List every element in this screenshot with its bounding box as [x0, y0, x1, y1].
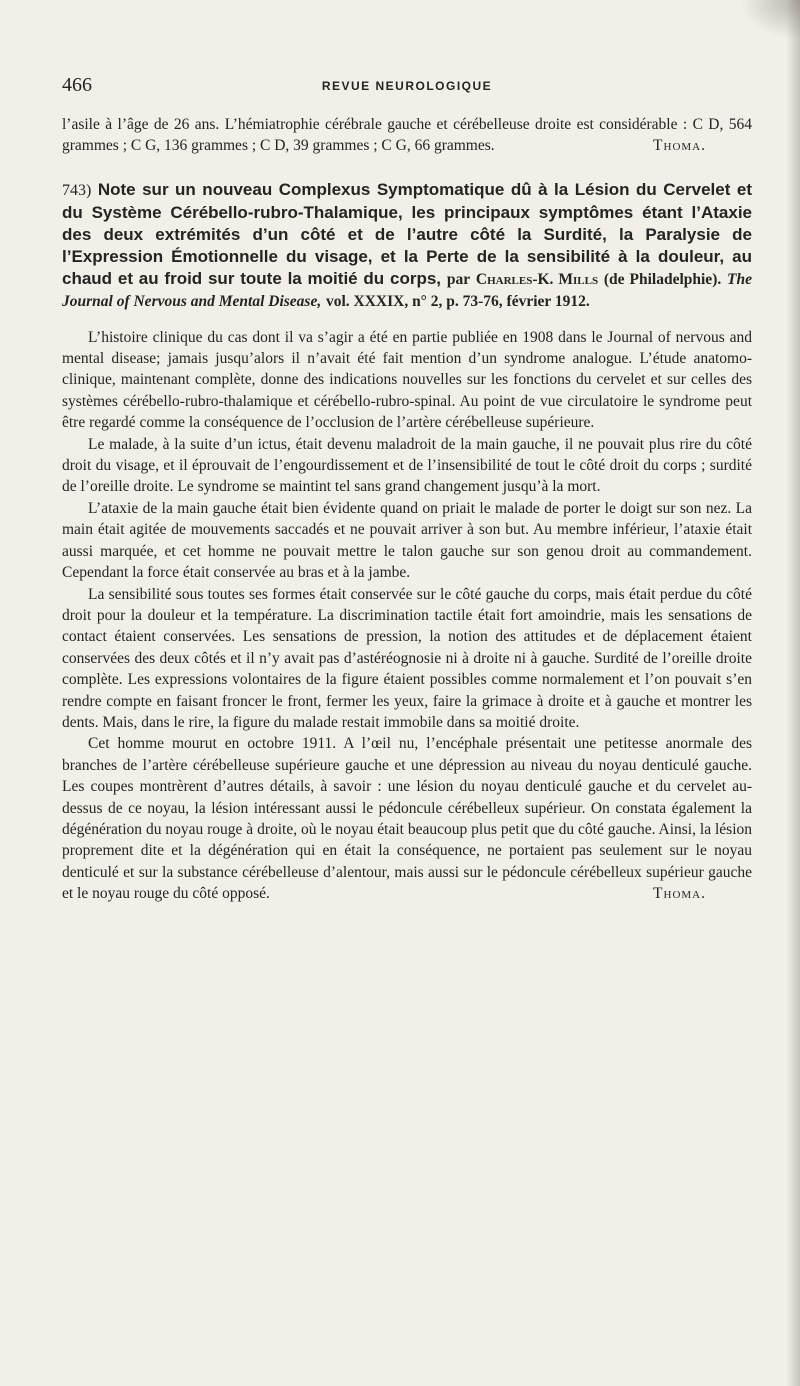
scan-shadow-edge	[786, 0, 800, 1386]
previous-entry-text: l’asile à l’âge de 26 ans. L’hémiatrophie cérébrale gauche et cérébelleuse droite est considérable : C D, 564 grammes ; C G, 136 grammes ; C D, 39 grammes ; C G, 66 grammes.	[62, 116, 752, 155]
page-header	[62, 74, 752, 98]
paragraph-autopsy	[62, 733, 752, 904]
paragraph-history: L’histoire clinique du cas dont il va s’agir a été en partie publiée en 1908 dans le Journal of nervous and mental disease; jamais jusqu’alors il n’avait été fait mention d’un syndrome analogue. L’étude anatomo-clinique, maintenant complète, donne des indications nouvelles sur les fonctions du cervelet et sur celles des systèmes cérébello-rubro-thalamique et cérébello-rubro-spinal. Au point de vue circulatoire le syndrome peut être regardé comme la conséquence de l’occlusion de l’artère cérébelleuse supérieure.	[62, 328, 752, 432]
previous-entry-end	[62, 114, 752, 157]
page-number: 466	[62, 74, 92, 96]
entry-author: Charles-K. Mills	[475, 270, 599, 288]
entry-number: 743)	[62, 181, 92, 199]
entry-title: Note sur un nouveau Complexus Symptomatique dû à la Lésion du Cervelet et du Système Cérébello-rubro-Thalamique, les principaux symptômes étant l’Ataxie des deux extrémités d’un côté et de l’autre côté la Surdité, la Paralysie de l’Expression Émotionnelle du visage, et la Perte de la sensibilité à la douleur, au chaud et au froid sur toute la moitié du corps,	[62, 179, 752, 288]
previous-entry-signature: Thoma.	[653, 137, 706, 155]
paragraph-patient: Le malade, à la suite d’un ictus, était devenu maladroit de la main gauche, il ne pouvait plus rire du côté droit du visage, et il éprouvait de l’engourdissement et de l’insensibilité de tout le côté droit du corps ; surdité de l’oreille droite. Le syndrome se maintint tel sans grand changement jusqu’à la mort.	[62, 435, 752, 496]
final-signature: Thoma.	[653, 885, 706, 903]
entry-heading	[62, 179, 752, 313]
text-column	[62, 114, 752, 905]
scan-shadow-corner	[740, 0, 800, 40]
entry-ref-prefix: par	[446, 270, 471, 288]
entry-author-place: (de Philadelphie).	[603, 270, 722, 288]
running-title: REVUE NEUROLOGIQUE	[321, 79, 493, 93]
entry-journal: The Journal of Nervous and Mental Disease,	[62, 270, 753, 311]
abstract-entry	[62, 179, 752, 905]
paragraph-autopsy-text: Cet homme mourut en octobre 1911. A l’œil nu, l’encéphale présentait une petitesse anormale des branches de l’artère cérébelleuse supérieure gauche et une dépression au niveau du noyau denticulé gauche. Les coupes montrèrent d’autres détails, à savoir : une lésion du noyau denticulé gauche et du cervelet au-dessus de ce noyau, la lésion intéressant aussi le pédoncule cérébelleux supérieur. On constata également la dégénération du noyau rouge à droite, où le noyau était beaucoup plus petit que du côté gauche. Ainsi, la lésion proprement dite et la dégénération qui en était la conséquence, ne portaient pas seulement sur le noyau denticulé et sur la substance cérébelleuse d’alentour, mais aussi sur le pédoncule cérébelleux supérieur gauche et le noyau rouge du côté opposé.	[62, 735, 752, 903]
entry-citation: vol. XXXIX, n° 2, p. 73-76, février 1912.	[325, 293, 590, 311]
paragraph-ataxia: L’ataxie de la main gauche était bien évidente quand on priait le malade de porter le doigt sur son nez. La main était agitée de mouvements saccadés et ne pouvait arriver à son but. Au membre inférieur, l’ataxie était aussi marquée, et cet homme ne pouvait mettre le talon gauche sur son genou droit au commandement. Cependant la force était conservée au bras et à la jambe.	[62, 499, 752, 582]
paragraph-sensibility: La sensibilité sous toutes ses formes était conservée sur le côté gauche du corps, mais était perdue du côté droit pour la douleur et la température. La discrimination tactile était fort amoindrie, mais les sensations de contact étaient conservées. Les sensations de pression, la notion des attitudes et de déplacement étaient conservées des deux côtés et il n’y avait pas d’astéréognosie ni à droite ni à gauche. Surdité de l’oreille droite complète. Les expressions volontaires de la figure étaient possibles comme normalement et l’on pouvait s’en rendre compte en faisant froncer le front, fermer les yeux, faire la grimace à droite et à gauche et montrer les dents. Mais, dans le rire, la figure du malade restait immobile dans sa moitié droite.	[62, 585, 752, 731]
entry-body	[62, 327, 752, 905]
